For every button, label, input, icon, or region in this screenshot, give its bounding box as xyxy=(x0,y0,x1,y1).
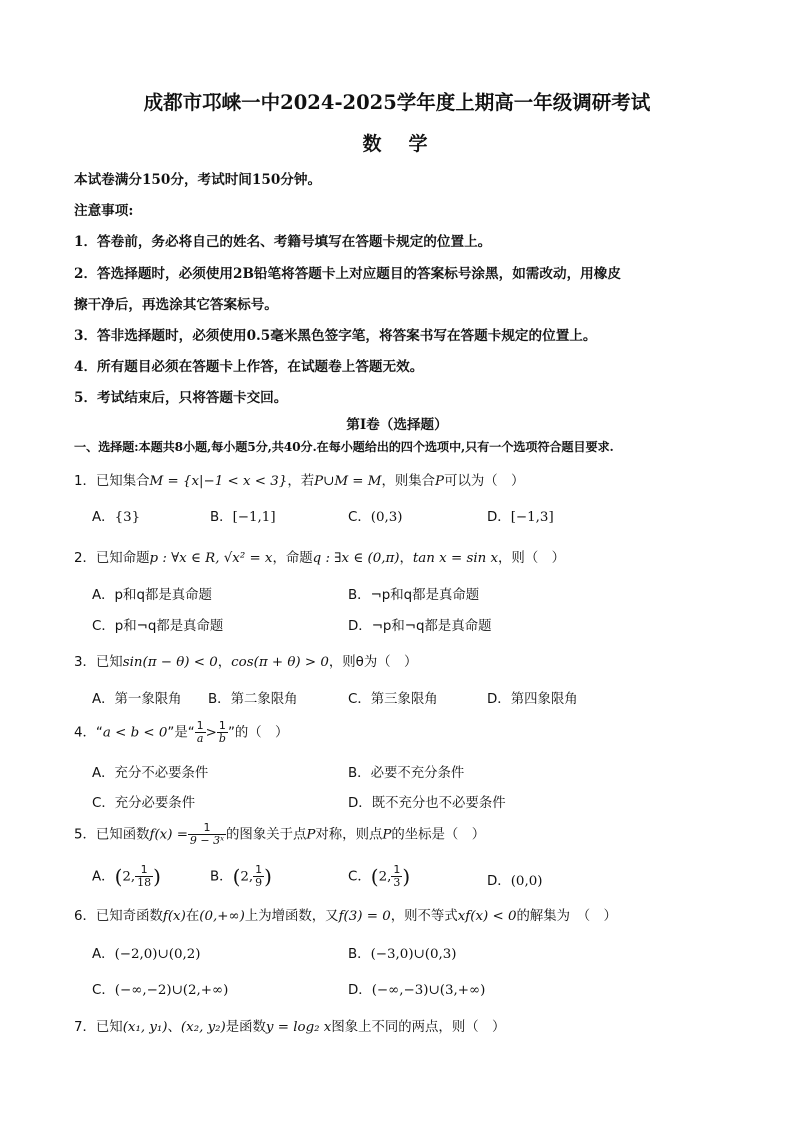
section-instruction: 一、选择题:本题共8小题,每小题5分,共40分.在每小题给出的四个选项中,只有一个选项符合题目要求. xyxy=(74,440,614,454)
q1-option-d: D．[−1,3] xyxy=(487,510,554,525)
q1-stem: ，若 xyxy=(287,474,315,489)
q5-fraction: $\frac{1}{\text{9 − 3ˣ}}$ xyxy=(189,821,225,847)
q2-stem: ，命题 xyxy=(272,551,313,566)
q6-stem: 在 xyxy=(185,909,200,924)
notice-item-2: 2．答选择题时，必须使用2B铅笔将答题卡上对应题目的答案标号涂黑，如需改动，用橡皮 xyxy=(74,266,621,282)
question-6 xyxy=(74,905,617,924)
q6-interval: (0,+∞) xyxy=(199,909,245,924)
q6-inequality: xf(x) < 0 xyxy=(457,909,517,924)
q4-stem: ”的（ ） xyxy=(227,725,289,741)
q1-set-p: P xyxy=(435,474,445,489)
q5-function: f(x) = xyxy=(149,827,188,843)
q4-option-a: A．充分不必要条件 xyxy=(92,766,209,781)
q2-option-c: C．p和¬q都是真命题 xyxy=(92,619,224,634)
q6-option-c: C．(−∞,−2)∪(2,+∞) xyxy=(92,983,229,998)
q5-point-p: P xyxy=(306,827,316,843)
q7-stem: 图象上不同的两点，则（ ） xyxy=(331,1020,506,1035)
q3-option-b: B．第二象限角 xyxy=(208,692,298,707)
q4-condition: a < b < 0 xyxy=(102,725,168,741)
q3-option-a: A．第一象限角 xyxy=(92,692,182,707)
q5-point-p: P xyxy=(382,827,392,843)
q7-stem: 是函数 xyxy=(225,1020,266,1035)
q1-condition: P∪M = M xyxy=(314,474,382,489)
q7-stem: 7．已知 xyxy=(74,1020,123,1035)
q6-stem: ，则不等式 xyxy=(390,909,458,924)
q4-greater-than: > xyxy=(205,725,217,741)
q3-option-d: D．第四象限角 xyxy=(487,692,578,707)
q2-equation: tan x = sin x xyxy=(412,551,499,566)
q3-stem: ，则θ为（ ） xyxy=(328,655,418,670)
notice-item-4: 4．所有题目必须在答题卡上作答，在试题卷上答题无效。 xyxy=(74,359,424,375)
q5-stem: 的图象关于点 xyxy=(226,827,307,843)
exam-intro: 本试卷满分150分，考试时间150分钟。 xyxy=(74,172,322,188)
q7-stem: 、 xyxy=(167,1020,181,1035)
q2-stem: ， xyxy=(399,551,413,566)
q3-condition-cos: cos(π + θ) > 0 xyxy=(231,655,329,670)
q5-option-a: A．(2, $\frac{1}{18}$ ) xyxy=(92,863,161,889)
q4-stem: 4．“ xyxy=(74,725,103,741)
q2-option-d: D．¬p和¬q都是真命题 xyxy=(348,619,492,634)
q1-option-c: C．(0,3) xyxy=(348,510,403,525)
exam-title: 成都市邛崃一中2024-2025学年度上期高一年级调研考试 xyxy=(143,91,651,114)
notice-item-3: 3．答非选择题时，必须使用0.5毫米黑色签字笔，将答案书写在答题卡规定的位置上。 xyxy=(74,328,597,344)
q4-option-c: C．充分必要条件 xyxy=(92,796,196,811)
question-4 xyxy=(74,720,288,745)
notice-heading: 注意事项: xyxy=(74,203,134,219)
q5-stem: 对称，则点 xyxy=(315,827,383,843)
q2-stem: ，则（ ） xyxy=(498,551,565,566)
q1-set-m: M = {x|−1 < x < 3} xyxy=(149,474,288,489)
q2-option-b: B．¬p和q都是真命题 xyxy=(348,588,480,603)
question-2 xyxy=(74,547,565,566)
q4-fraction-left: $\frac{1}{a}$ xyxy=(196,719,204,745)
question-5 xyxy=(74,822,485,847)
q5-option-d: D．(0,0) xyxy=(487,874,543,889)
q7-function: y = log₂ x xyxy=(265,1020,332,1035)
q6-stem: 的解集为 （ ） xyxy=(516,909,617,924)
q6-function: f(x) xyxy=(162,909,186,924)
q2-proposition-p: p : ∀x ∈ R, √x² = x xyxy=(149,551,273,566)
q1-option-b: B．[−1,1] xyxy=(210,510,276,525)
q1-stem: ，则集合 xyxy=(381,474,436,489)
q6-option-a: A．(−2,0)∪(0,2) xyxy=(92,947,201,962)
q2-stem: 2．已知命题 xyxy=(74,551,150,566)
q3-option-c: C．第三象限角 xyxy=(348,692,438,707)
q2-option-a: A．p和q都是真命题 xyxy=(92,588,212,603)
notice-item-2-cont: 擦干净后，再选涂其它答案标号。 xyxy=(74,297,278,313)
q4-fraction-right: $\frac{1}{b}$ xyxy=(218,719,226,745)
q3-stem: 3．已知 xyxy=(74,655,123,670)
section-title: 第Ⅰ卷（选择题） xyxy=(346,417,448,433)
q5-option-b: B．(2, $\frac{1}{9}$ ) xyxy=(210,863,272,889)
q6-stem: 6．已知奇函数 xyxy=(74,909,163,924)
q7-point-2: (x₂, y₂) xyxy=(180,1020,226,1035)
question-1 xyxy=(74,470,524,489)
q5-option-c: C．(2, $\frac{1}{3}$ ) xyxy=(348,863,411,889)
q6-value: f(3) = 0 xyxy=(338,909,391,924)
q6-stem: 上为增函数，又 xyxy=(244,909,339,924)
notice-item-5: 5．考试结束后，只将答题卡交回。 xyxy=(74,390,288,406)
q1-stem: 1．已知集合 xyxy=(74,474,150,489)
q4-option-b: B．必要不充分条件 xyxy=(348,766,465,781)
notice-item-1: 1．答卷前，务必将自己的姓名、考籍号填写在答题卡规定的位置上。 xyxy=(74,234,492,250)
q2-proposition-q: q : ∃x ∈ (0,π) xyxy=(312,551,400,566)
q5-stem: 5．已知函数 xyxy=(74,827,150,843)
q7-point-1: (x₁, y₁) xyxy=(122,1020,168,1035)
q4-option-d: D．既不充分也不必要条件 xyxy=(348,796,506,811)
subject-title: 数 学 xyxy=(362,133,432,155)
q6-option-d: D．(−∞,−3)∪(3,+∞) xyxy=(348,983,486,998)
q3-stem: ， xyxy=(217,655,232,670)
q1-option-a: A．{3} xyxy=(92,510,141,525)
question-7 xyxy=(74,1016,505,1035)
q5-stem: 的坐标是（ ） xyxy=(391,827,486,843)
question-3 xyxy=(74,651,417,670)
q4-stem: ”是“ xyxy=(167,725,195,741)
q1-stem: 可以为（ ） xyxy=(444,474,525,489)
q6-option-b: B．(−3,0)∪(0,3) xyxy=(348,947,457,962)
q3-condition-sin: sin(π − θ) < 0 xyxy=(122,655,218,670)
